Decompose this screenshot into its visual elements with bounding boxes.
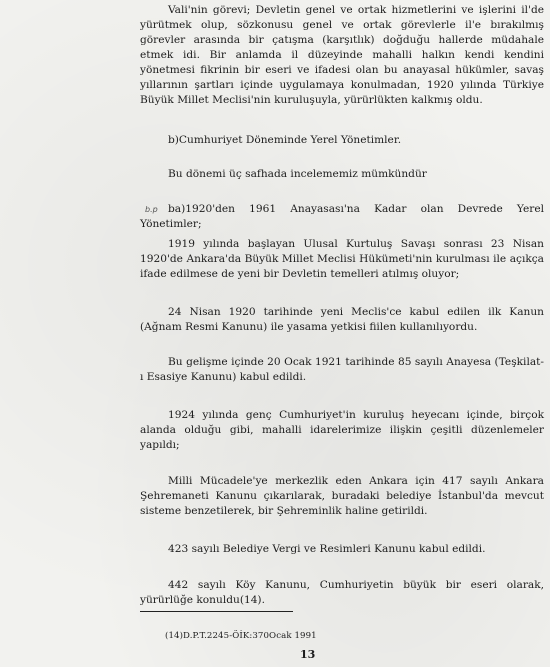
paragraph-three-phases: Bu dönemi üç safhada incelememiz mümkündür — [168, 168, 427, 180]
paragraph-ankara-sehremaneti: Milli Mücadele'ye merkezlik eden Ankara için 417 sayılı Ankara Şehremaneti Kanunu çıkarılarak, buradaki belediye İstanbul'da mevcut sisteme benzetilerek, bir Şehreminlik haline getirildi. — [140, 475, 544, 517]
section-heading-ba: ba)1920'den 1961 Anayasası'na Kadar olan Devrede Yerel Yönetimler; — [140, 203, 544, 230]
handwritten-margin-mark: b.p — [145, 205, 158, 214]
paragraph-423: 423 sayılı Belediye Vergi ve Resimleri Kanunu kabul edildi. — [168, 543, 486, 555]
paragraph-1919: 1919 yılında başlayan Ulusal Kurtuluş Savaşı sonrası 23 Nisan 1920'de Ankara'da Büyük Millet Meclisi Hükümeti'nin kurulması ile açıkça ifade edilmese de yeni bir Devletin temelleri atılmış oluyor; — [140, 238, 544, 280]
footnote: (14)D.P.T.2245-ÖİK:370Ocak 1991 — [165, 631, 317, 641]
paragraph-teskilat: Bu gelişme içinde 20 Ocak 1921 tarihinde 85 sayılı Anayesa (Teşkilat-ı Esasiye Kanunu) kabul edildi. — [140, 356, 544, 383]
section-heading-b: b)Cumhuriyet Döneminde Yerel Yönetimler. — [168, 134, 402, 146]
page-number: 13 — [300, 648, 316, 661]
paragraph-koy-kanunu: 442 sayılı Köy Kanunu, Cumhuriyetin büyük bir eseri olarak, yürürlüğe konuldu(14). — [140, 579, 544, 606]
footnote-divider — [140, 611, 293, 612]
paragraph-vali-duties: Vali'nin görevi; Devletin genel ve ortak hizmetlerini ve işlerini il'de yürütmek olup, sözkonusu genel ve ortak görevlerle il'e bırakılmış görevler arasında bir çatışma (karşıtlık) doğduğu hallerde müdahale etmek idi. Bir anlamda il düzeyinde mahalli halkın kendi kendini yönetmesi fikrinin bir eseri ve ifadesi olan bu anayasal hükümler, savaş yıllarının şartları içinde uygulamaya konulmadan, 1920 yılında Türkiye Büyük Millet Meclisi'nin kuruluşuyla, yürürlükten kalkmış oldu. — [140, 4, 544, 106]
paragraph-24-nisan: 24 Nisan 1920 tarihinde yeni Meclis'ce kabul edilen ilk Kanun (Ağnam Resmi Kanunu) ile yasama yetkisi fiilen kullanılıyordu. — [140, 306, 544, 333]
paragraph-1924: 1924 yılında genç Cumhuriyet'in kuruluş heyecanı içinde, birçok alanda olduğu gibi, mahalli idarelerimize ilişkin çeşitli düzenlemeler yapıldı; — [140, 409, 544, 451]
